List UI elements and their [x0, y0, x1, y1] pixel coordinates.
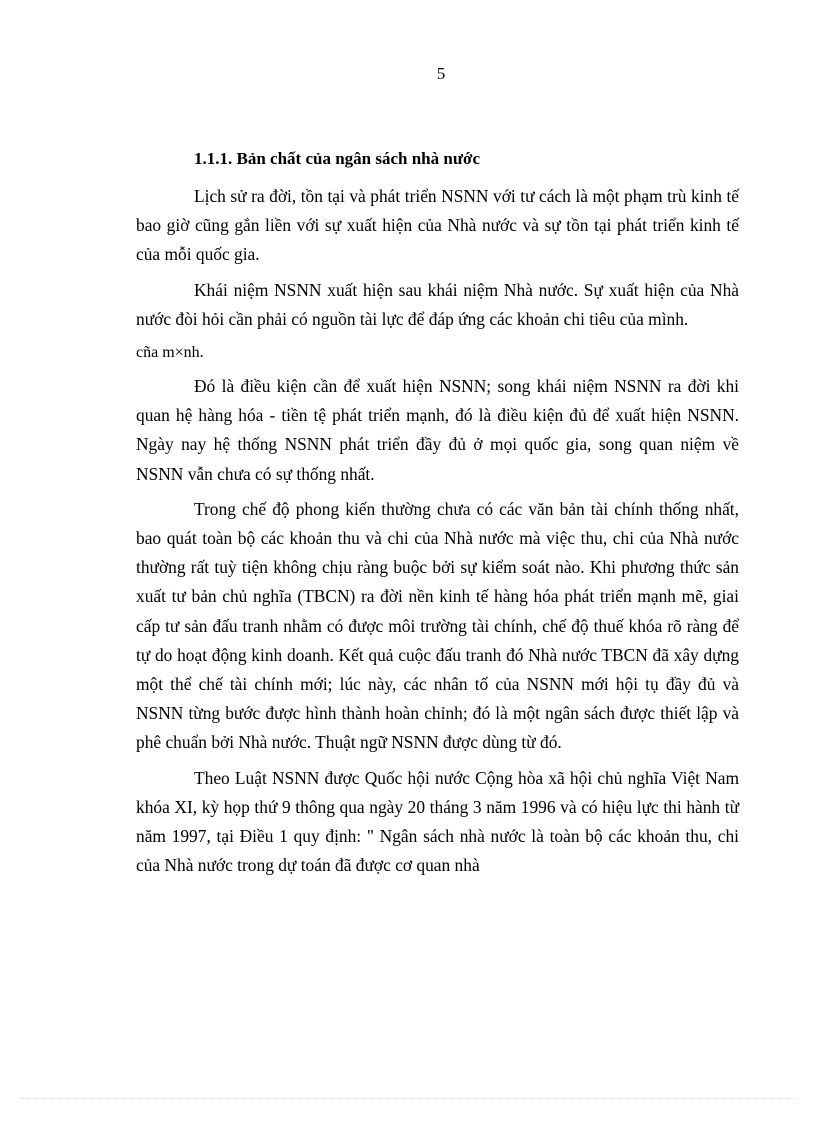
paragraph-feudal-era: Trong chế độ phong kiến thường chưa có các văn bản tài chính thống nhất, bao quát toàn bộ các khoản thu và chi của Nhà nước mà việc thu, chi của Nhà nước thường rất tuỳ tiện không chịu ràng buộc bởi sự kiểm soát nào. Khi phương thức sản xuất tư bản chủ nghĩa (TBCN) ra đời nền kinh tế hàng hóa phát triển mạnh mẽ, giai cấp tư sản đấu tranh nhằm có được môi trường tài chính, chế độ thuế khóa rõ ràng để tự do hoạt động kinh doanh. Kết quả cuộc đấu tranh đó Nhà nước TBCN đã xây dựng một thể chế tài chính mới; lúc này, các nhân tố của NSNN mới hội tụ đầy đủ và NSNN từng bước được hình thành hoàn chỉnh; đó là một ngân sách được thiết lập và phê chuẩn bởi Nhà nước. Thuật ngữ NSNN được dùng từ đó. [136, 498, 739, 753]
page-bottom-border [20, 1098, 796, 1099]
page-number: 5 [436, 64, 446, 83]
paragraph-history: Lịch sử ra đời, tồn tại và phát triển NSNN với tư cách là một phạm trù kinh tế bao giờ cũng gắn liền với sự xuất hiện của Nhà nước và sự tồn tại phát triển kinh tế của mỗi quốc gia. [136, 186, 739, 265]
paragraph-conditions: Đó là điều kiện cần để xuất hiện NSNN; song khái niệm NSNN ra đời khi quan hệ hàng hóa - tiền tệ phát triển mạnh, đó là điều kiện đủ để xuất hiện NSNN. Ngày nay hệ thống NSNN phát triển đầy đủ ở mọi quốc gia, song quan niệm về NSNN vẫn chưa có sự thống nhất. [136, 376, 739, 484]
section-heading: 1.1.1. Bản chất của ngân sách nhà nước [194, 149, 481, 168]
paragraph-concept: Khái niệm NSNN xuất hiện sau khái niệm Nhà nước. Sự xuất hiện của Nhà nước đòi hỏi cần phải có nguồn tài lực để đáp ứng các khoản chi tiêu của mình. [136, 279, 739, 329]
stray-encoded-text: cña m×nh. [136, 344, 204, 362]
paragraph-law-definition: Theo Luật NSNN được Quốc hội nước Cộng hòa xã hội chủ nghĩa Việt Nam khóa XI, kỳ họp thứ 9 thông qua ngày 20 tháng 3 năm 1996 và có hiệu lực thi hành từ năm 1997, tại Điều 1 quy định: " Ngân sách nhà nước là toàn bộ các khoản thu, chi của Nhà nước trong dự toán đã được cơ quan nhà [136, 767, 739, 876]
document-body [136, 144, 739, 886]
